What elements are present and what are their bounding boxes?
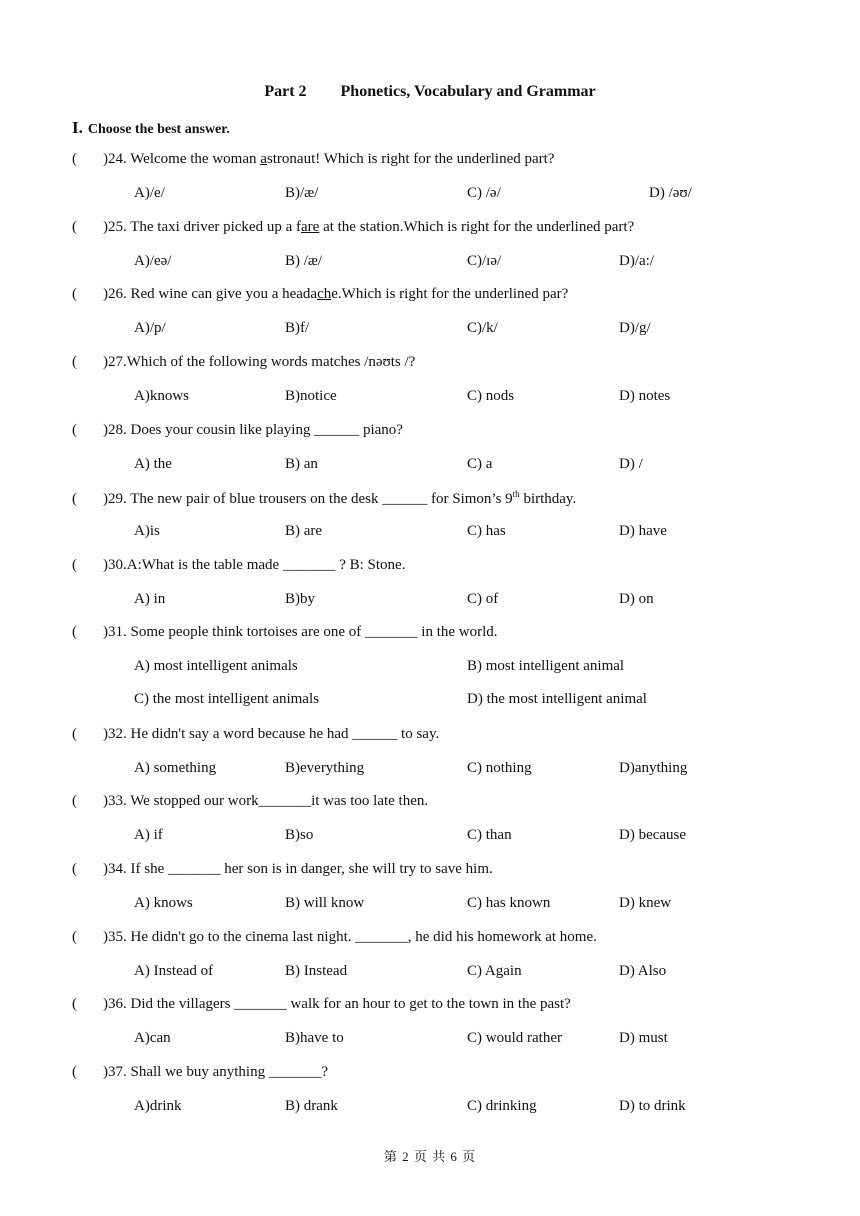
answer-option: D) the most intelligent animal xyxy=(467,691,647,707)
answer-option: C) nothing xyxy=(467,759,532,776)
question-text-end: stronaut! Which is right for the underlined part? xyxy=(266,151,555,167)
page-title xyxy=(0,83,860,101)
answer-paren: ( xyxy=(72,422,77,438)
question-stem xyxy=(72,557,405,574)
question-stem xyxy=(72,996,571,1013)
answer-option: A)drink xyxy=(134,1097,182,1114)
answer-option: D) Also xyxy=(619,962,667,979)
answer-option: C) the most intelligent animals xyxy=(134,691,319,707)
answer-paren: ( xyxy=(72,491,77,507)
answer-option: A) Instead of xyxy=(134,962,214,979)
answer-option: D)anything xyxy=(619,759,688,776)
question-stem xyxy=(72,354,415,371)
question-stem xyxy=(72,793,428,810)
question-text: )28. Does your cousin like playing ______ piano? xyxy=(103,422,403,438)
question-stem xyxy=(72,861,493,878)
answer-option: C) a xyxy=(467,455,493,472)
answer-paren: ( xyxy=(72,624,77,640)
answer-option: A)is xyxy=(134,522,160,539)
answer-option: D) have xyxy=(619,522,667,539)
answer-paren: ( xyxy=(72,354,77,370)
answer-option: D) because xyxy=(619,826,687,843)
answer-paren: ( xyxy=(72,219,77,235)
answer-option: A) most intelligent animals xyxy=(134,657,298,674)
question-text-end: at the station.Which is right for the underlined part? xyxy=(319,219,635,235)
answer-option: A) knows xyxy=(134,894,193,911)
answer-option: D) / xyxy=(619,455,643,472)
answer-option: D) on xyxy=(619,590,654,607)
answer-option: B) Instead xyxy=(285,962,348,979)
answer-option: B)so xyxy=(285,826,314,843)
answer-option: A) if xyxy=(134,826,163,843)
part-title: Phonetics, Vocabulary and Grammar xyxy=(340,83,596,100)
answer-option: B)have to xyxy=(285,1029,344,1046)
answer-option: A)can xyxy=(134,1029,171,1046)
underlined-part: are xyxy=(301,219,320,235)
superscript: th xyxy=(512,489,520,499)
question-text: )31. Some people think tortoises are one of _______ in the world. xyxy=(103,624,498,640)
answer-option: A) in xyxy=(134,590,166,607)
answer-paren: ( xyxy=(72,151,77,167)
answer-option: D) /əʊ/ xyxy=(649,184,692,201)
question-stem xyxy=(72,489,576,508)
question-text: )27.Which of the following words matches /nəʊts /? xyxy=(103,354,416,370)
answer-option: C)/ɪə/ xyxy=(467,252,502,269)
answer-option: D)/a:/ xyxy=(619,252,654,269)
section-heading xyxy=(72,118,230,138)
answer-option: B) most intelligent animal xyxy=(467,657,625,674)
question-stem xyxy=(72,286,568,303)
question-text: )35. He didn't go to the cinema last night. _______, he did his homework at home. xyxy=(103,929,597,945)
answer-option: D) notes xyxy=(619,387,671,404)
answer-option: A) something xyxy=(134,759,217,776)
answer-paren: ( xyxy=(72,929,77,945)
question-text: )24. Welcome the woman xyxy=(103,151,261,167)
question-text-end: e.Which is right for the underlined par? xyxy=(331,286,569,302)
question-text: )30.A:What is the table made _______ ? B: Stone. xyxy=(103,557,406,573)
question-text-end: birthday. xyxy=(519,491,577,507)
answer-paren: ( xyxy=(72,286,77,302)
answer-paren: ( xyxy=(72,861,77,877)
answer-option: B) drank xyxy=(285,1097,338,1114)
answer-option: B)everything xyxy=(285,759,365,776)
question-stem xyxy=(72,219,634,236)
answer-paren: ( xyxy=(72,1064,77,1080)
question-stem xyxy=(72,422,403,439)
answer-option: C) than xyxy=(467,826,512,843)
question-stem xyxy=(72,151,554,168)
answer-option: C) of xyxy=(467,590,499,607)
question-stem xyxy=(72,726,439,743)
answer-option: C) /ə/ xyxy=(467,184,501,201)
answer-option: D) to drink xyxy=(619,1097,686,1114)
answer-option: D) knew xyxy=(619,894,672,911)
answer-option: A)knows xyxy=(134,387,189,404)
answer-option: D)/g/ xyxy=(619,319,651,336)
underlined-part: a xyxy=(260,151,267,167)
answer-option: D) must xyxy=(619,1029,668,1046)
answer-option: C) Again xyxy=(467,962,522,979)
answer-option: B) will know xyxy=(285,894,365,911)
question-text: )37. Shall we buy anything _______? xyxy=(103,1064,328,1080)
question-stem xyxy=(72,1064,328,1081)
answer-option: A)/eə/ xyxy=(134,252,172,269)
question-text: )29. The new pair of blue trousers on the desk ______ for Simon’s 9 xyxy=(103,491,513,507)
question-text: )26. Red wine can give you a heada xyxy=(103,286,318,302)
answer-paren: ( xyxy=(72,793,77,809)
answer-option: B)notice xyxy=(285,387,337,404)
answer-paren: ( xyxy=(72,996,77,1012)
answer-option: B)f/ xyxy=(285,319,310,336)
answer-option: C) has known xyxy=(467,894,551,911)
answer-option: C) nods xyxy=(467,387,515,404)
question-text: )36. Did the villagers _______ walk for an hour to get to the town in the past? xyxy=(103,996,571,1012)
answer-option: C) has xyxy=(467,522,506,539)
answer-paren: ( xyxy=(72,557,77,573)
answer-option: A)/e/ xyxy=(134,184,165,201)
answer-option: C)/k/ xyxy=(467,319,498,336)
part-label: Part 2 xyxy=(264,83,307,100)
answer-option: C) drinking xyxy=(467,1097,537,1114)
answer-option: B)by xyxy=(285,590,315,607)
answer-option: A)/p/ xyxy=(134,319,166,336)
section-instruction: Choose the best answer. xyxy=(87,122,230,137)
question-text: )25. The taxi driver picked up a f xyxy=(103,219,301,235)
answer-option: B) /æ/ xyxy=(285,252,323,269)
question-text: )32. He didn't say a word because he had ______ to say. xyxy=(103,726,440,742)
page-footer: 第 2 页 共 6 页 xyxy=(383,1149,477,1164)
question-stem xyxy=(72,624,498,641)
answer-option: B)/æ/ xyxy=(285,184,319,201)
answer-paren: ( xyxy=(72,726,77,742)
question-text: )33. We stopped our work_______it was too late then. xyxy=(103,793,429,809)
section-number: I. xyxy=(72,118,83,137)
answer-option: C) would rather xyxy=(467,1029,562,1046)
answer-option: B) are xyxy=(285,522,323,539)
question-text: )34. If she _______ her son is in danger, she will try to save him. xyxy=(103,861,493,877)
question-stem xyxy=(72,929,597,946)
underlined-part: ch xyxy=(317,286,332,302)
answer-option: B) an xyxy=(285,455,318,472)
answer-option: A) the xyxy=(134,455,172,472)
